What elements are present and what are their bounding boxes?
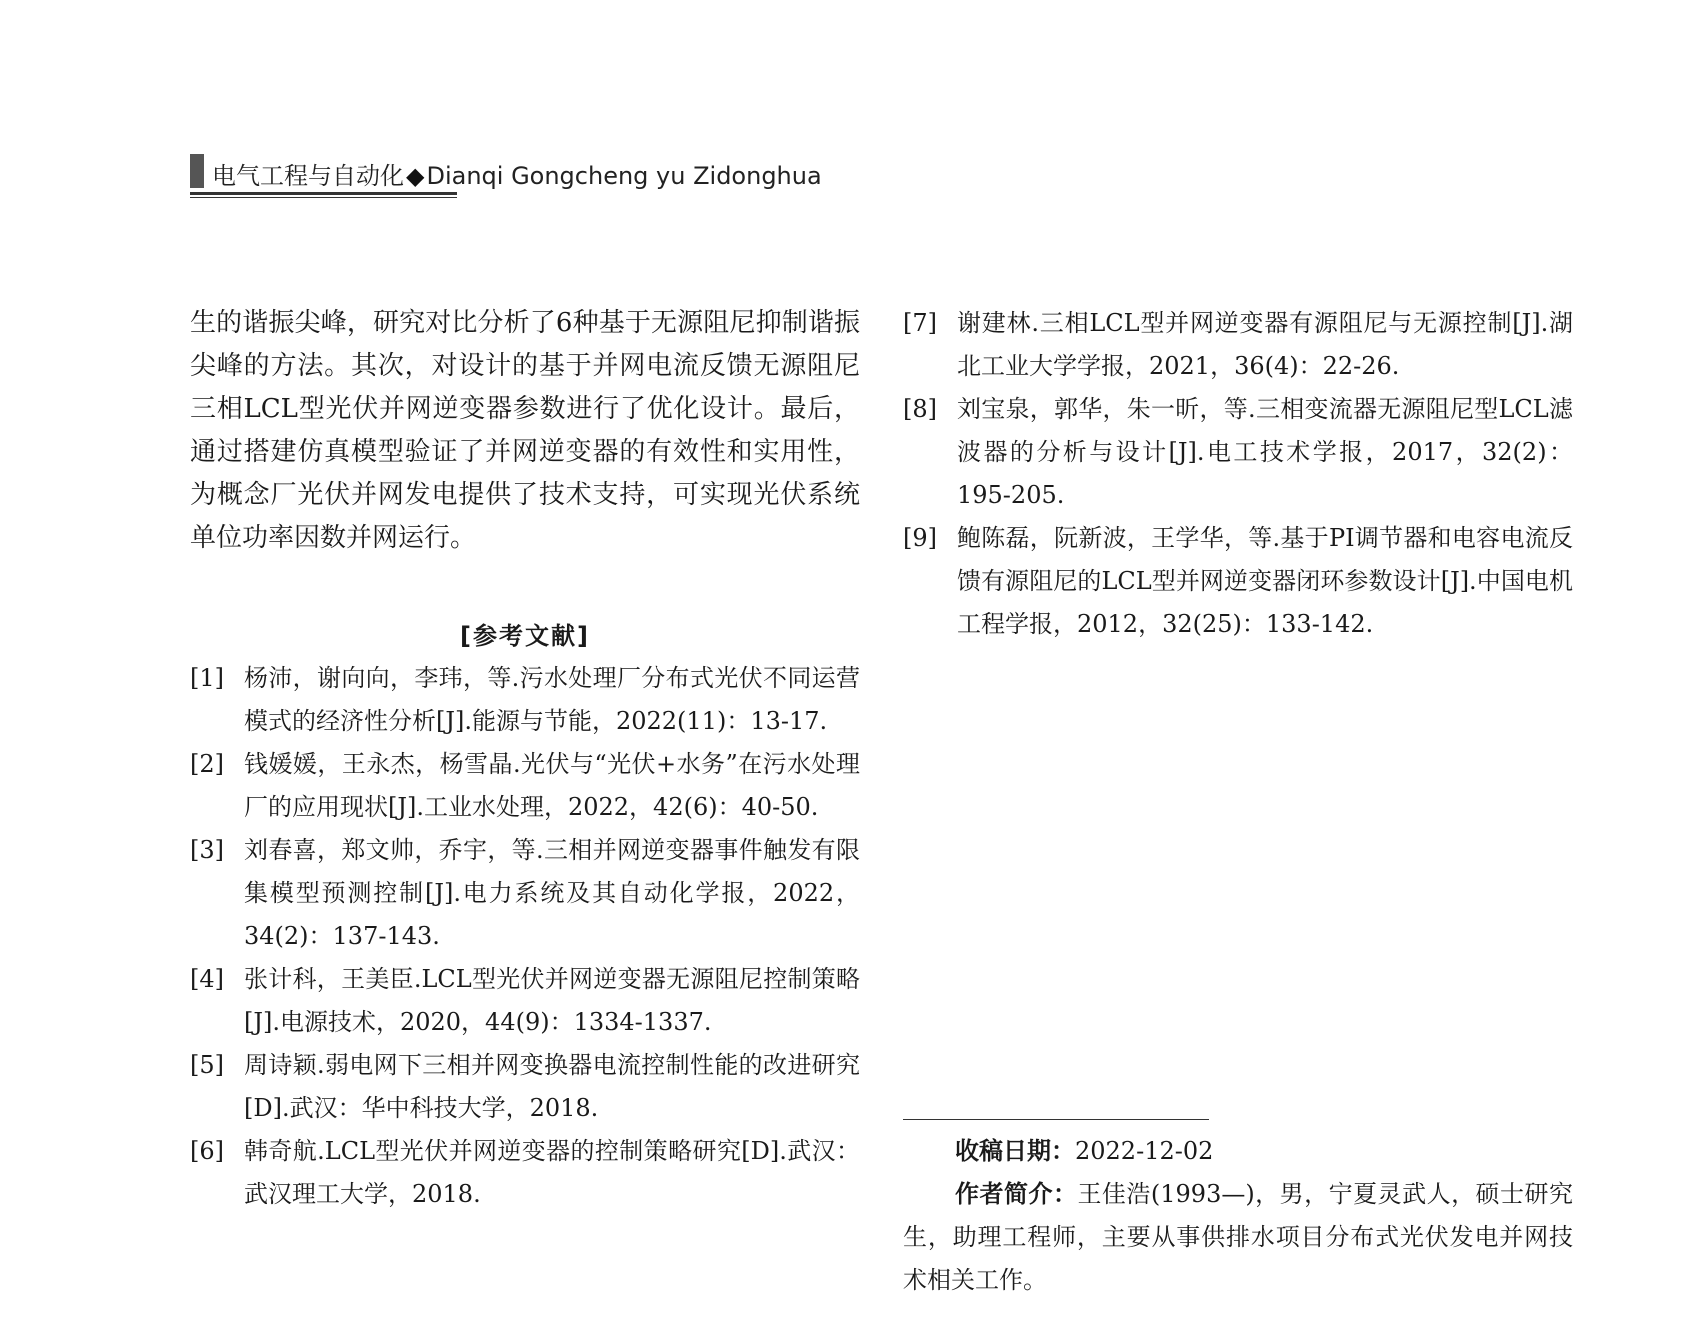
reference-number: [9]	[903, 524, 937, 552]
reference-text: 张计科，王美臣.LCL型光伏并网逆变器无源阻尼控制策略[J].电源技术，2020，44(9)：1334-1337.	[244, 965, 860, 1036]
reference-item-6	[190, 1130, 860, 1216]
reference-text: 刘宝泉，郭华，朱一昕，等.三相变流器无源阻尼型LCL滤波器的分析与设计[J].电工技术学报，2017，32(2)：195-205.	[957, 395, 1573, 509]
reference-number: [2]	[190, 750, 224, 778]
reference-text: 周诗颖.弱电网下三相并网变换器电流控制性能的改进研究[D].武汉：华中科技大学，2018.	[244, 1051, 860, 1122]
footnote-block	[903, 1130, 1573, 1302]
references-title: [参考文献]	[460, 622, 590, 650]
diamond-icon: ◆	[406, 162, 425, 190]
header-title	[212, 156, 822, 191]
journal-name-pinyin: Dianqi Gongcheng yu Zidonghua	[426, 162, 822, 190]
author-info: 王佳浩(1993—)，男，宁夏灵武人，硕士研究生，助理工程师，主要从事供排水项目分布式光伏发电并网技术相关工作。	[903, 1180, 1574, 1294]
reference-number: [4]	[190, 965, 224, 993]
reference-number: [7]	[903, 309, 937, 337]
author-info-line	[903, 1173, 1573, 1302]
journal-name-cn: 电气工程与自动化	[212, 162, 404, 190]
reference-list-left	[190, 657, 860, 1216]
reference-text: 鲍陈磊，阮新波，王学华，等.基于PI调节器和电容电流反馈有源阻尼的LCL型并网逆变器闭环参数设计[J].中国电机工程学报，2012，32(25)：133-142.	[957, 524, 1573, 638]
reference-item-3	[190, 829, 860, 958]
reference-number: [8]	[903, 395, 937, 423]
reference-number: [1]	[190, 664, 224, 692]
footnote-rule	[903, 1119, 1209, 1120]
received-date-line	[903, 1130, 1573, 1173]
header-bar-mark	[190, 154, 204, 188]
reference-text: 杨沛，谢向向，李玮，等.污水处理厂分布式光伏不同运营模式的经济性分析[J].能源与节能，2022(11)：13-17.	[244, 664, 860, 735]
reference-list-right	[903, 302, 1573, 646]
reference-text: 韩奇航.LCL型光伏并网逆变器的控制策略研究[D].武汉：武汉理工大学，2018.	[244, 1137, 860, 1208]
reference-text: 刘春喜，郑文帅，乔宇，等.三相并网逆变器事件触发有限集模型预测控制[J].电力系统及其自动化学报，2022，34(2)：137-143.	[244, 836, 860, 950]
reference-number: [6]	[190, 1137, 224, 1165]
reference-text: 钱媛媛，王永杰，杨雪晶.光伏与“光伏+水务”在污水处理厂的应用现状[J].工业水处理，2022，42(6)：40-50.	[244, 750, 860, 821]
reference-item-1	[190, 657, 860, 743]
received-label: 收稿日期：	[955, 1137, 1075, 1165]
reference-number: [5]	[190, 1051, 224, 1079]
reference-text: 谢建林.三相LCL型并网逆变器有源阻尼与无源控制[J].湖北工业大学学报，2021，36(4)：22-26.	[957, 309, 1573, 380]
reference-item-7	[903, 302, 1573, 388]
received-date: 2022-12-02	[1075, 1137, 1214, 1165]
author-label: 作者简介：	[955, 1180, 1078, 1208]
left-column	[190, 302, 860, 1216]
reference-item-4	[190, 958, 860, 1044]
reference-item-8	[903, 388, 1573, 517]
conclusion-paragraph: 生的谐振尖峰，研究对比分析了6种基于无源阻尼抑制谐振尖峰的方法。其次，对设计的基于并网电流反馈无源阻尼三相LCL型光伏并网逆变器参数进行了优化设计。最后，通过搭建仿真模型验证了并网逆变器的有效性和实用性，为概念厂光伏并网发电提供了技术支持，可实现光伏系统单位功率因数并网运行。	[190, 308, 860, 553]
right-column	[903, 302, 1573, 646]
reference-number: [3]	[190, 836, 224, 864]
reference-item-2	[190, 743, 860, 829]
header-rule-thick	[190, 192, 457, 195]
reference-item-9	[903, 517, 1573, 646]
running-header	[190, 150, 822, 196]
reference-item-5	[190, 1044, 860, 1130]
header-rule-thin	[190, 197, 457, 198]
